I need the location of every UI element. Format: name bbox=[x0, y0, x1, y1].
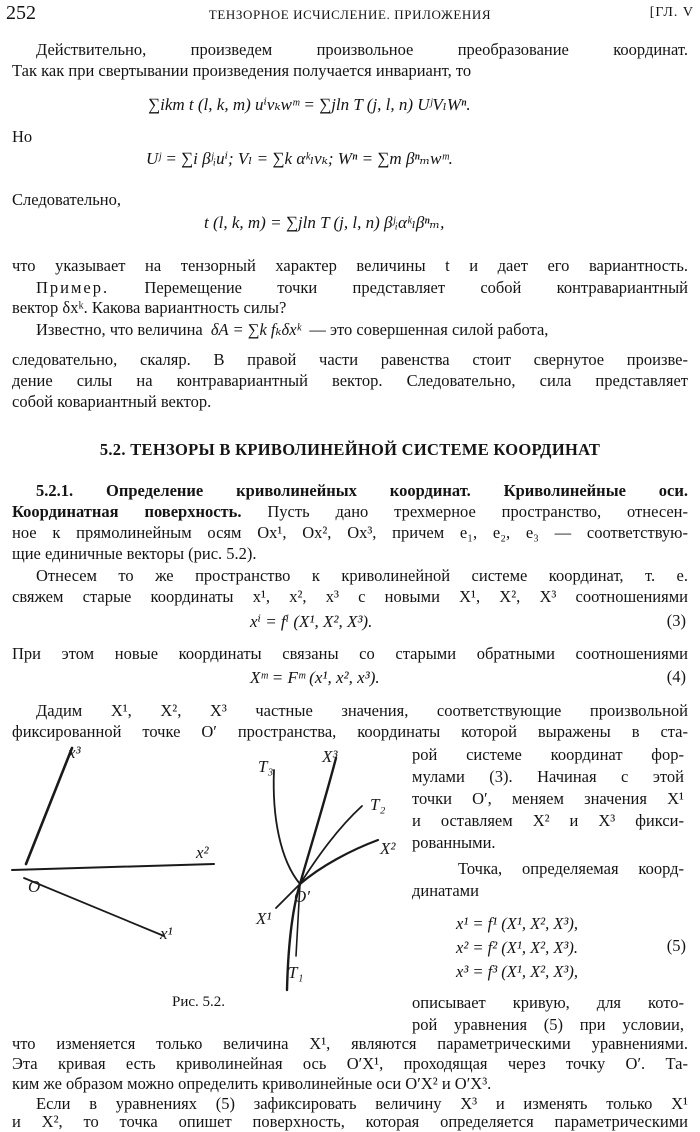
paragraph-line: и X², то точка опишет поверхность, которая определяется параметрическими bbox=[12, 1112, 688, 1131]
label-T3: T₃ bbox=[258, 757, 274, 776]
figure-5-2 bbox=[6, 742, 406, 992]
subsection-line bbox=[12, 502, 688, 522]
page-number: 252 bbox=[6, 2, 36, 24]
system-eq-3: x³ = f³ (X¹, X², X³), bbox=[456, 962, 579, 981]
equation-work: δA = ∑k fₖδxᵏ bbox=[210, 320, 302, 339]
label-O: O bbox=[28, 877, 41, 896]
example-text: Перемещение точки представляет собой контравариантный bbox=[109, 278, 688, 297]
column-line: рой системе координат фор- bbox=[412, 745, 684, 764]
work-equation-line bbox=[12, 320, 688, 340]
axis-x2-line bbox=[12, 864, 214, 870]
equation-4: Xᵐ = Fᵐ (x¹, x², x³). bbox=[250, 668, 380, 687]
equation-tensor-law: t (l, k, m) = ∑jln T (j, l, n) βʲᵢαᵏₗβⁿₘ, bbox=[204, 213, 445, 232]
paragraph-line: что указывает на тензорный характер величины t и дает его вариантность. bbox=[12, 256, 688, 275]
paragraph-line: Эта кривая есть криволинейная ось O′X¹, проходящая через точку O′. Та- bbox=[12, 1054, 688, 1073]
axis-x3-line bbox=[26, 748, 72, 864]
paragraph-line: Следовательно, bbox=[12, 190, 121, 209]
paragraph-line: вектор δxᵏ. Какова вариантность силы? bbox=[12, 298, 287, 317]
equation-invariant: ∑ikm t (l, k, m) uⁱvₖwᵐ = ∑jln T (j, l, n) UʲVₗWⁿ. bbox=[148, 95, 471, 114]
label-T1: T₁ bbox=[288, 963, 304, 982]
paragraph-line: Но bbox=[12, 127, 33, 146]
figure-caption: Рис. 5.2. bbox=[172, 994, 226, 1010]
equation-3-number: (3) bbox=[666, 611, 686, 630]
paragraph-line: ное к прямолинейным осям Ox¹, Ox², Ox³, причем e₁, e₂, e₃ — соответствую- bbox=[12, 523, 688, 542]
paragraph-text: Пусть дано трехмерное пространство, отнесен- bbox=[241, 502, 688, 521]
example-label: Пример. bbox=[36, 278, 110, 297]
column-line: и оставляем X² и X³ фикси- bbox=[412, 811, 684, 830]
equation-3: xⁱ = fⁱ (X¹, X², X³). bbox=[250, 612, 373, 631]
label-X2: X² bbox=[380, 839, 396, 858]
label-X1: X¹ bbox=[256, 909, 272, 928]
paragraph-line: ким же образом можно определить криволинейные оси O′X² и O′X³. bbox=[12, 1074, 492, 1093]
column-line: точки O′, меняем значения X¹ bbox=[412, 789, 684, 808]
paragraph-line: При этом новые координаты связаны со старыми обратными соотношениями bbox=[12, 644, 688, 663]
section-heading: 5.2. ТЕНЗОРЫ В КРИВОЛИНЕЙНОЙ СИСТЕМЕ КООРДИНАТ bbox=[99, 440, 601, 459]
equation-4-number: (4) bbox=[666, 667, 686, 686]
label-X3: X³ bbox=[322, 747, 338, 766]
axis-x1-line bbox=[24, 878, 164, 936]
paragraph-line: Отнесем то же пространство к криволинейной системе координат, т. е. bbox=[36, 566, 688, 585]
running-title: ТЕНЗОРНОЕ ИСЧИСЛЕНИЕ. ПРИЛОЖЕНИЯ bbox=[208, 7, 492, 22]
paragraph-line: дение силы на контравариантный вектор. Следовательно, сила представляет bbox=[12, 371, 688, 390]
label-x1: x¹ bbox=[160, 924, 173, 943]
paragraph-line: Если в уравнениях (5) зафиксировать величину X³ и изменять только X¹ bbox=[36, 1094, 688, 1113]
paragraph-line: что изменяется только величина X¹, являются параметрическими уравнениями. bbox=[12, 1034, 688, 1053]
column-line: динатами bbox=[412, 881, 479, 900]
system-eq-number: (5) bbox=[666, 936, 686, 955]
label-Oprime: O′ bbox=[294, 887, 310, 906]
subsection-title-b: Координатная поверхность. bbox=[12, 502, 242, 521]
paragraph-line: щие единичные векторы (рис. 5.2). bbox=[12, 544, 257, 563]
system-eq-1: x¹ = f¹ (X¹, X², X³), bbox=[456, 914, 579, 933]
paragraph-line: Так как при свертывании произведения получается инвариант, то bbox=[12, 61, 472, 80]
system-eq-2: x² = f² (X¹, X², X³). bbox=[456, 938, 579, 957]
column-line: Точка, определяемая коорд- bbox=[458, 859, 684, 878]
paragraph-line: фиксированной точке O′ пространства, координаты которой выражены в ста- bbox=[12, 722, 688, 741]
example-line bbox=[12, 278, 688, 298]
label-x3: x³ bbox=[68, 743, 81, 762]
label-x2: x² bbox=[196, 843, 209, 862]
paragraph-line: Дадим X¹, X², X³ частные значения, соответствующие произвольной bbox=[36, 701, 688, 720]
work-text-b: — это совершенная силой работа, bbox=[309, 320, 549, 339]
running-header bbox=[6, 2, 694, 26]
tangent-T2 bbox=[300, 806, 362, 884]
column-line: мулами (3). Начиная с этой bbox=[412, 767, 684, 786]
column-line: описывает кривую, для кото- bbox=[412, 993, 684, 1012]
tangent-T3 bbox=[274, 770, 300, 884]
equation-transformations: Uʲ = ∑i βʲᵢuⁱ; Vₗ = ∑k αᵏₗvₖ; Wⁿ = ∑m βⁿₘwᵐ. bbox=[146, 149, 453, 168]
paragraph-line: следовательно, скаляр. В правой части равенства стоит свернутое произве- bbox=[12, 350, 688, 369]
work-text-a: Известно, что величина bbox=[36, 320, 203, 339]
paragraph-line: свяжем старые координаты x¹, x², x³ с новыми X¹, X², X³ соотношениями bbox=[12, 587, 688, 606]
subsection-title: 5.2.1. Определение криволинейных координат. Криволинейные оси. bbox=[36, 481, 688, 500]
paragraph-line: Действительно, произведем произвольное преобразование координат. bbox=[36, 40, 688, 59]
column-line: рованными. bbox=[412, 833, 496, 852]
paragraph-line: собой ковариантный вектор. bbox=[12, 392, 212, 411]
chapter-marker: [ГЛ. V bbox=[649, 5, 694, 20]
label-T2: T₂ bbox=[370, 795, 386, 814]
column-line: рой уравнения (5) при условии, bbox=[412, 1015, 684, 1034]
